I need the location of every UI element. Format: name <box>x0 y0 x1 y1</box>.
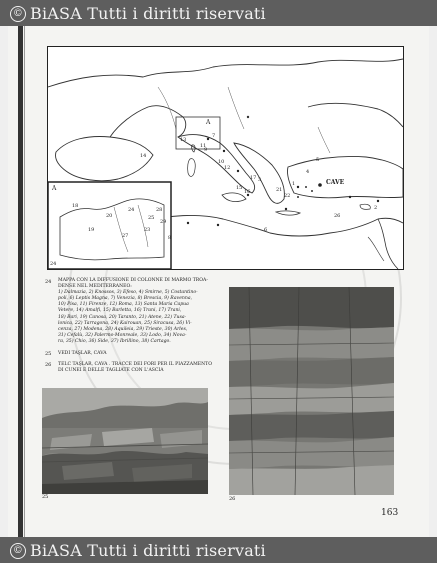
caption-24-line-6: Vetere, 14) Amalfi, 15) Barletta, 16) Trani, 17) Trani, <box>58 308 182 314</box>
site-label-4: 4 <box>306 169 310 175</box>
caption-25-number: 25 <box>45 351 52 357</box>
site-label-16: 16 <box>244 189 251 195</box>
caption-24 <box>58 278 233 345</box>
watermark-header <box>0 0 437 26</box>
site-label-12: 12 <box>224 165 231 171</box>
page-binding-edge <box>24 26 25 537</box>
photo-quarry-wall <box>229 287 394 495</box>
caption-26-line-1: TELC TAŞLAR, CAVA . TRACCE DEI FORI PER IL PIAZZAMENTO <box>58 362 212 367</box>
photo-quarry-rocks-image <box>42 388 208 494</box>
site-label-20: 20 <box>106 213 113 219</box>
site-label-23: 23 <box>144 227 151 233</box>
site-label-10: 10 <box>218 159 225 165</box>
site-label-11: 11 <box>200 143 207 149</box>
caption-24-line-3: 1) Dalmazia, 2) Knossos, 3) Efeso, 4) Smirne, 5) Costantino- <box>58 290 198 296</box>
photo-26-number: 26 <box>229 496 236 502</box>
watermark-text: BiASA Tutti i diritti riservati <box>30 540 266 560</box>
page-binding <box>18 26 23 537</box>
site-label-2: 2 <box>374 205 378 211</box>
watermark-footer <box>0 537 437 563</box>
site-label-24: 24 <box>128 207 135 213</box>
photo-25-number: 25 <box>42 494 49 500</box>
site-label-5: 5 <box>316 157 320 163</box>
inset-label: A <box>52 185 57 192</box>
site-label-17: 17 <box>250 175 257 181</box>
site-label-27: 27 <box>122 233 129 239</box>
page-number: 163 <box>381 508 399 518</box>
book-page <box>8 26 429 537</box>
site-label-29: 29 <box>160 219 167 225</box>
caption-24-line-5: 10) Pisa, 11) Firenze, 12) Roma, 13) Santa Maria Capua <box>58 302 189 308</box>
site-label-19: 19 <box>88 227 95 233</box>
site-label-8: 8 <box>168 235 172 241</box>
caption-26-number: 26 <box>45 362 52 368</box>
site-label-3: 3 <box>258 177 262 183</box>
caption-24-line-11: ra, 35) Chio, 36) Side, 37) Ibrillino, 38) Cartago. <box>58 338 171 344</box>
caption-24-line-10: 31) Cefalù, 32) Palermo-Monreale, 33) Lodo, 34) Nova- <box>58 332 187 338</box>
site-label-6: 6 <box>264 227 268 233</box>
site-label-22: 22 <box>284 193 291 199</box>
caption-24-number: 24 <box>45 279 52 285</box>
site-label-13: 13 <box>180 137 187 143</box>
site-label-7: 7 <box>212 133 216 139</box>
caption-24-line-4: poli, 6) Leptis Magna, 7) Venezia, 8) Brescia, 9) Ravenna, <box>58 296 193 302</box>
caption-24-line-7: 18) Bari, 19) Canosa, 20) Taranto, 21) Atene, 22) Tusa- <box>58 314 187 320</box>
caption-26-line-2: DI CUNEI E DELLE TAGLIATE CON L'ASCIA <box>58 368 164 374</box>
caption-24-line-1: MAPPA CON LA DIFFUSIONE DI COLONNE DI MARMO TROA- <box>58 278 208 283</box>
map-drawing <box>48 47 403 269</box>
caption-25: VEDI TAŞLAR, CAVA <box>58 351 107 356</box>
frame-label: A <box>206 119 211 126</box>
site-label-9: 9 <box>204 147 208 153</box>
site-label-25: 25 <box>148 215 155 221</box>
site-label-15: 15 <box>236 185 243 191</box>
site-label-14: 14 <box>140 153 147 159</box>
site-label-21: 21 <box>276 187 283 193</box>
site-label-26: 26 <box>334 213 341 219</box>
watermark-text: BiASA Tutti i diritti riservati <box>30 3 266 23</box>
site-label-18: 18 <box>72 203 79 209</box>
caption-24-line-9: cenza, 27) Modena, 28) Aquileia, 29) Trieste, 30) Arles, <box>58 326 188 332</box>
caption-24-line-2: DENSE NEL MEDITERRANEO: <box>58 284 132 290</box>
site-label-1: 1 <box>292 181 296 187</box>
map-figure-number: 24 <box>50 261 57 267</box>
copyright-icon: © <box>10 543 26 559</box>
photo-quarry-rocks <box>42 388 208 494</box>
cave-label: CAVE <box>326 179 345 186</box>
caption-26 <box>58 362 233 374</box>
copyright-icon: © <box>10 6 26 22</box>
caption-24-line-8: lonica, 22) Tarragona, 24) Kairouan, 25) Siracusa, 26) Vi- <box>58 320 192 326</box>
site-label-28: 28 <box>156 207 163 213</box>
photo-quarry-wall-image <box>229 287 394 495</box>
mediterranean-map <box>47 46 404 270</box>
